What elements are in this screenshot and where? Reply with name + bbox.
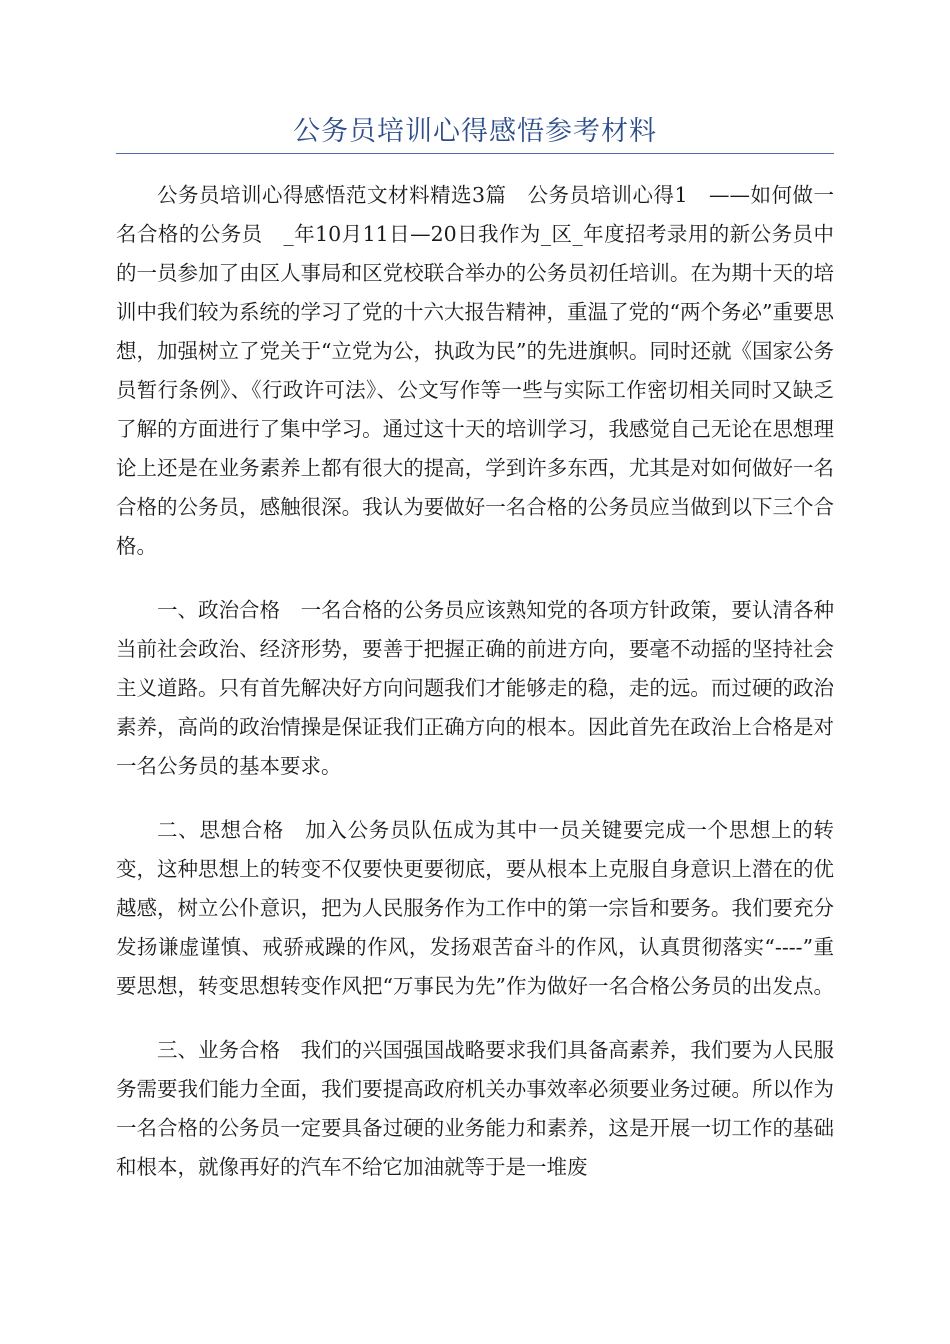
- document-title: 公务员培训心得感悟参考材料: [293, 116, 657, 147]
- paragraph-political: 一、政治合格 一名合格的公务员应该熟知党的各项方针政策，要认清各种当前社会政治、经济形势，要善于把握正确的前进方向，要毫不动摇的坚持社会主义道路。只有首先解决好方向问题我们才能够走的稳，走的远。而过硬的政治素养，高尚的政治情操是保证我们正确方向的根本。因此首先在政治上合格是对一名公务员的基本要求。: [116, 598, 834, 778]
- paragraph-intro: 公务员培训心得感悟范文材料精选3篇 公务员培训心得1 ——如何做一名合格的公务员 _年10月11日—20日我作为_区_年度招考录用的新公务员中的一员参加了由区人事局和区党校联合举办的公务员初任培训。在为期十天的培训中我们较为系统的学习了党的十六大报告精神，重温了党的“两个务必”重要思想，加强树立了党关于“立党为公，执政为民”的先进旗帜。同时还就《国家公务员暂行条例》、《行政许可法》、公文写作等一些与实际工作密切相关同时又缺乏了解的方面进行了集中学习。通过这十天的培训学习，我感觉自己无论在思想理论上还是在业务素养上都有很大的提高，学到许多东西，尤其是对如何做好一名合格的公务员，感触很深。我认为要做好一名合格的公务员应当做到以下三个合格。: [116, 183, 834, 558]
- paragraph-ideological: 二、思想合格 加入公务员队伍成为其中一员关键要完成一个思想上的转变，这种思想上的转变不仅要快更要彻底，要从根本上克服自身意识上潜在的优越感，树立公仆意识，把为人民服务作为工作中的第一宗旨和要务。我们要充分发扬谦虚谨慎、戒骄戒躁的作风，发扬艰苦奋斗的作风，认真贯彻落实“----”重要思想，转变思想转变作风把“万事民为先”作为做好一名合格公务员的出发点。: [116, 818, 834, 998]
- document-body: [116, 176, 834, 1187]
- paragraph-professional: 三、业务合格 我们的兴国强国战略要求我们具备高素养，我们要为人民服务需要我们能力全面，我们要提高政府机关办事效率必须要业务过硬。所以作为一名合格的公务员一定要具备过硬的业务能力和素养，这是开展一切工作的基础和根本，就像再好的汽车不给它加油就等于是一堆废: [116, 1038, 834, 1179]
- title-underline: [116, 153, 834, 154]
